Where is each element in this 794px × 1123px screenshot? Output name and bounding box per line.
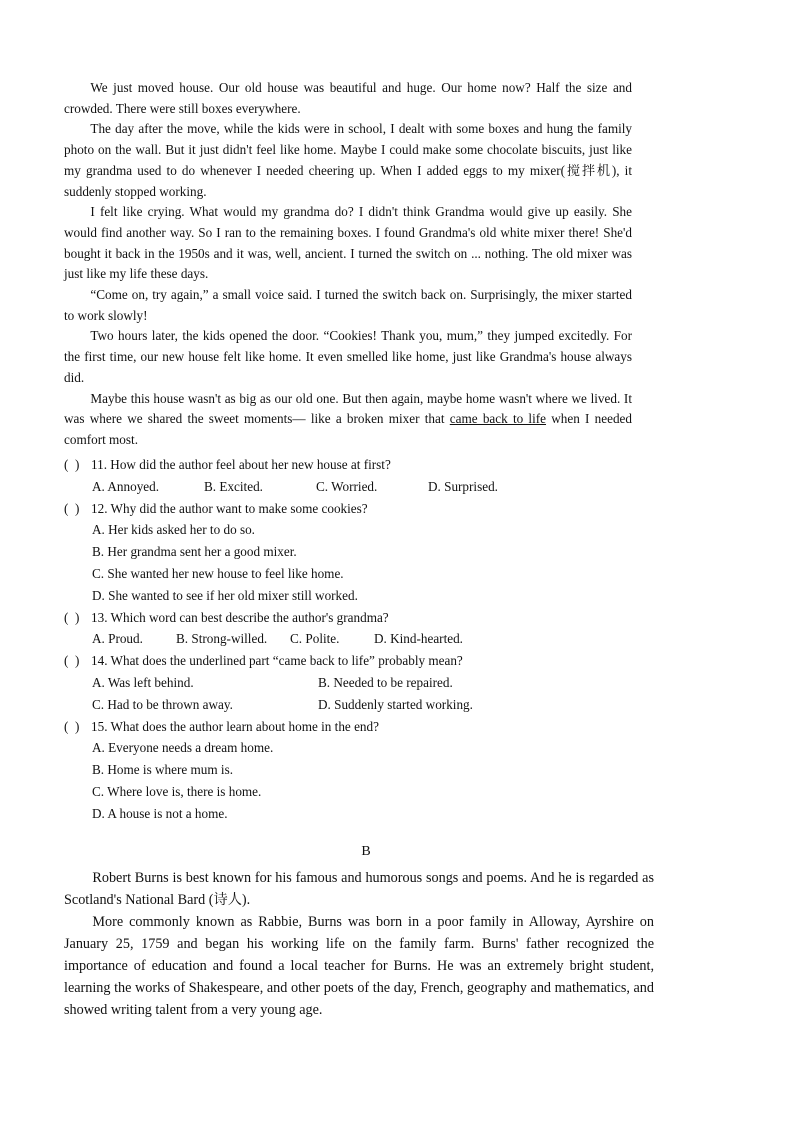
section-b-title: B — [361, 844, 371, 859]
option-d: D. Kind-hearted. — [374, 631, 463, 647]
option-c: C. Polite. — [290, 631, 340, 647]
option-a: A. Her kids asked her to do so. — [92, 522, 255, 538]
question-stem: 12. Why did the author want to make some cookies? — [91, 500, 368, 516]
option-d: D. Suddenly started working. — [318, 696, 473, 712]
passage-a-paragraph-6 — [64, 389, 632, 451]
option-c: C. She wanted her new house to feel like home. — [92, 565, 344, 581]
passage-b-paragraph-1: Robert Burns is best known for his famous and humorous songs and poems. And he is regarded as Scotland's National Bard (诗人). — [64, 870, 654, 908]
passage-b — [64, 867, 654, 1021]
question-stem: 14. What does the underlined part “came back to life” probably mean? — [91, 653, 463, 669]
option-b: B. Home is where mum is. — [92, 762, 234, 778]
option-b: B. Her grandma sent her a good mixer. — [92, 544, 297, 560]
passage-b-paragraph-2: More commonly known as Rabbie, Burns was born in a poor family in Alloway, Ayrshire on January 25, 1759 and began his working life on the family farm. Burns' father recognized the importance of education and found a local teacher for Burns. He was an extremely bright student, learning the works of Shakespeare, and other poets of the day, French, geography and mathematics, and showed writing talent from a very young age. — [64, 914, 654, 1018]
question-13 — [64, 607, 632, 651]
option-a: A. Was left behind. — [92, 674, 194, 690]
passage-a-paragraph-1: We just moved house. Our old house was beautiful and huge. Our home now? Half the size and crowded. There were still boxes everywhere. — [64, 80, 632, 116]
option-b: B. Excited. — [204, 478, 263, 494]
passage-a-paragraph-5: Two hours later, the kids opened the door. “Cookies! Thank you, mum,” they jumped excitedly. For the first time, our new house felt like home. It even smelled like home, just like Grandma's house always did. — [64, 328, 632, 385]
option-d: D. A house is not a home. — [92, 805, 228, 821]
question-stem: 11. How did the author feel about her new house at first? — [91, 457, 391, 472]
underlined-phrase: came back to life — [449, 411, 547, 427]
answer-blank[interactable]: ( ) — [64, 609, 80, 625]
passage-a-paragraph-3: I felt like crying. What would my grandma do? I didn't think Grandma would give up easily. She would find another way. So I ran to the remaining boxes. I found Grandma's old white mixer there! She'd bought it back in the 1950s and it was, well, ancient. I turned the switch on ... nothing. The old mixer was just like my life these days. — [64, 204, 632, 282]
option-d: D. She wanted to see if her old mixer still worked. — [92, 587, 358, 603]
option-b: B. Needed to be repaired. — [318, 674, 453, 690]
paragraph-6-text-after: when I needed comfort most. — [64, 411, 633, 447]
question-14 — [64, 650, 632, 715]
question-15 — [64, 716, 632, 825]
option-c: C. Where love is, there is home. — [92, 783, 262, 799]
option-c: C. Worried. — [316, 478, 378, 494]
question-12 — [64, 498, 632, 607]
passage-a-paragraph-4: “Come on, try again,” a small voice said. I turned the switch back on. Surprisingly, the mixer started to work slowly! — [64, 287, 632, 323]
answer-blank[interactable]: ( ) — [64, 718, 80, 734]
option-d: D. Surprised. — [428, 478, 498, 494]
paragraph-6-text-before: Maybe this house wasn't as big as our old one. But then again, maybe home wasn't where we lived. It was where we shared the sweet moments— like a broken mixer that — [64, 390, 632, 427]
question-stem: 15. What does the author learn about home in the end? — [91, 718, 379, 734]
option-a: A. Proud. — [92, 631, 143, 647]
option-a: A. Everyone needs a dream home. — [92, 740, 274, 756]
passage-a — [64, 78, 632, 451]
answer-blank[interactable]: ( ) — [64, 457, 80, 472]
option-c: C. Had to be thrown away. — [92, 696, 233, 712]
answer-blank[interactable]: ( ) — [64, 500, 80, 516]
answer-blank[interactable]: ( ) — [64, 653, 80, 669]
option-a: A. Annoyed. — [92, 478, 160, 494]
question-stem: 13. Which word can best describe the author's grandma? — [91, 609, 389, 625]
option-b: B. Strong-willed. — [176, 631, 268, 647]
passage-a-paragraph-2: The day after the move, while the kids were in school, I dealt with some boxes and hung the family photo on the wall. But it just didn't feel like home. Maybe I could make some chocolate biscuits, just like my grandma used to do whenever I needed cheering up. When I added eggs to my mixer(搅拌机), it suddenly stopped working. — [64, 121, 632, 199]
question-list — [64, 454, 632, 825]
question-11 — [64, 454, 632, 498]
